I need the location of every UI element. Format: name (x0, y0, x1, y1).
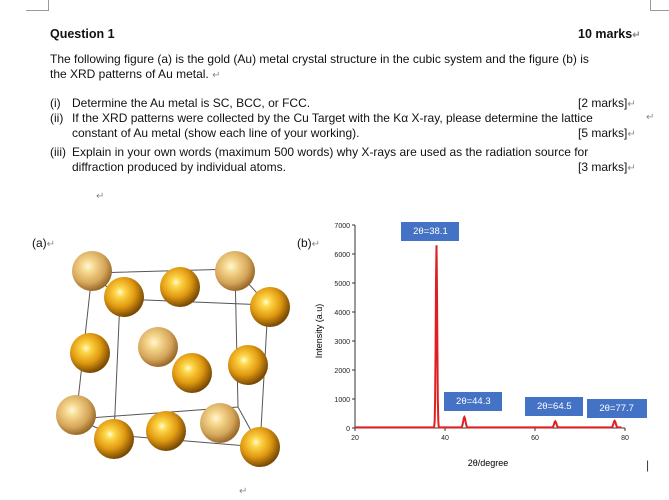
return-mark: ↵ (627, 99, 636, 110)
x-tick-label: 40 (441, 435, 449, 442)
part-marks-text: [2 marks] (578, 96, 628, 110)
return-mark: ↵ (632, 30, 641, 41)
x-tick-label: 60 (531, 435, 539, 442)
return-mark: ↵ (311, 239, 321, 250)
return-mark: ↵ (627, 163, 636, 174)
part-number: (iii) (50, 145, 66, 159)
x-tick-label: 80 (621, 435, 629, 442)
y-tick-label: 7000 (334, 223, 350, 230)
part-text-line-1: If the XRD patterns were collected by the Cu Target with the Kα X-ray, please determine the lattice (72, 111, 593, 125)
return-mark: ↵ (46, 239, 56, 250)
peak-label: 2θ=44.3 (444, 392, 502, 411)
figure-a-label-text: (a) (32, 236, 47, 250)
return-mark: ↵ (212, 70, 221, 81)
y-tick-label: 4000 (334, 310, 350, 317)
intro-line-2 (50, 67, 660, 83)
x-tick-label: 20 (351, 435, 359, 442)
y-tick-label: 3000 (334, 339, 350, 346)
part-text-line-1: Explain in your own words (maximum 500 words) why X-rays are used as the radiation source for (72, 145, 589, 159)
figure-b-label-text: (b) (297, 236, 312, 250)
text-cursor: | (646, 458, 650, 472)
crop-mark-top-left (26, 0, 49, 11)
part-number: (i) (50, 96, 61, 110)
y-tick-label: 1000 (334, 397, 350, 404)
part-marks (578, 160, 636, 177)
part-number: (ii) (50, 111, 64, 125)
marks-total (578, 27, 641, 41)
intro-line-1: The following figure (a) is the gold (Au) metal crystal structure in the cubic system and the figure (b) is (50, 52, 589, 66)
y-axis-label: Intensity (a.u) (314, 303, 324, 359)
crop-mark-top-right (650, 0, 669, 11)
xrd-pattern-chart (300, 215, 640, 480)
intro-paragraph (50, 52, 660, 83)
peak-label: 2θ=77.7 (587, 399, 647, 418)
x-axis-label: 2θ/degree (467, 458, 509, 468)
return-mark: ↵ (646, 112, 655, 123)
y-tick-label: 5000 (334, 281, 350, 288)
part-text-line-2: constant of Au metal (show each line of your working). (72, 126, 360, 140)
y-tick-label: 2000 (334, 368, 350, 375)
return-mark: ↵ (96, 191, 105, 202)
part-text-line-1: Determine the Au metal is SC, BCC, or FCC. (72, 96, 311, 110)
question-title: Question 1 (50, 27, 115, 41)
y-tick-label: 0 (346, 426, 350, 433)
part-marks (578, 126, 636, 143)
atoms (56, 251, 290, 467)
part-marks-text: [3 marks] (578, 160, 628, 174)
return-mark: ↵ (239, 486, 248, 497)
y-tick-label: 6000 (334, 252, 350, 259)
return-mark: ↵ (627, 129, 636, 140)
part-marks-text: [5 marks] (578, 126, 628, 140)
part-text-line-2: diffraction produced by individual atoms. (72, 160, 286, 174)
fcc-crystal-structure-figure (40, 245, 300, 485)
peak-label: 2θ=64.5 (525, 397, 583, 416)
intro-line-2-text: the XRD patterns of Au metal. (50, 67, 209, 81)
peak-label: 2θ=38.1 (401, 222, 459, 241)
marks-total-text: 10 marks (578, 27, 633, 41)
